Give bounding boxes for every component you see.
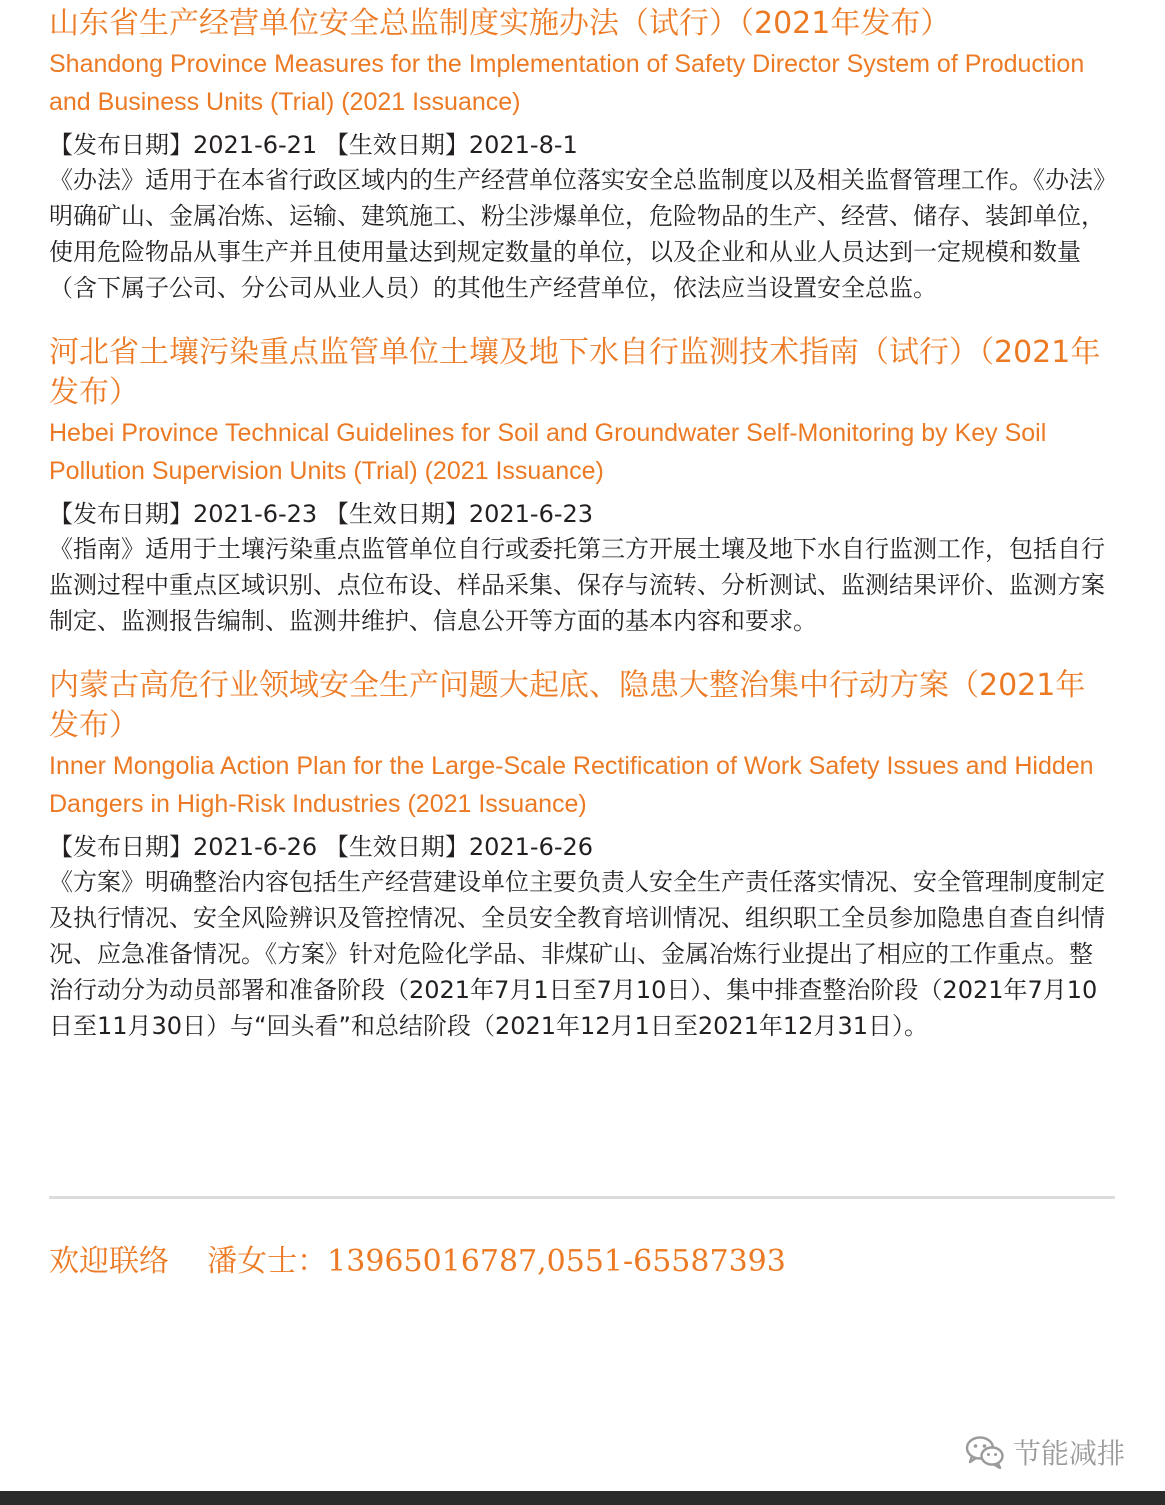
policy-list (49, 4, 1115, 1071)
contact-line (49, 1240, 786, 1284)
policy-dates: 【发布日期】2021-6-23 【生效日期】2021-6-23 (49, 500, 594, 528)
watermark-text: 节能减排 (1012, 1437, 1125, 1470)
contact-label: 欢迎联络 (49, 1244, 169, 1279)
policy-title-en: Hebei Province Technical Guidelines for Soil and Groundwater Self-Monitoring by Key Soil Pollution Supervision Units (Trial) (2021 Issuance) (49, 419, 1047, 485)
policy-title-zh: 河北省土壤污染重点监管单位土壤及地下水自行监测技术指南（试行）（2021年发布） (49, 335, 1101, 410)
policy-title-zh: 山东省生产经营单位安全总监制度实施办法（试行）（2021年发布） (49, 6, 951, 41)
policy-description: 《办法》适用于在本省行政区域内的生产经营单位落实安全总监制度以及相关监督管理工作。《办法》明确矿山、金属冶炼、运输、建筑施工、粉尘涉爆单位，危险物品的生产、经营、储存、装卸单位，使用危险物品从事生产并且使用量达到规定数量的单位，以及企业和从业人员达到一定规模和数量（含下属子公司、分公司从业人员）的其他生产经营单位，依法应当设置安全总监。 (49, 166, 1105, 302)
policy-title-zh: 内蒙古高危行业领域安全生产问题大起底、隐患大整治集中行动方案（2021年发布） (49, 668, 1086, 743)
contact-person: 潘女士： (207, 1244, 328, 1279)
policy-title-en: Shandong Province Measures for the Implementation of Safety Director System of Production and Business Units (Trial) (2021 Issuance) (49, 50, 1085, 116)
policy-description: 《指南》适用于土壤污染重点监管单位自行或委托第三方开展土壤及地下水自行监测工作，包括自行监测过程中重点区域识别、点位布设、样品采集、保存与流转、分析测试、监测结果评价、监测方案制定、监测报告编制、监测井维护、信息公开等方面的基本内容和要求。 (49, 535, 1105, 635)
wechat-watermark (965, 1432, 1125, 1472)
wechat-icon (965, 1435, 1005, 1469)
policy-entry-shandong (49, 4, 1115, 306)
contact-phones: 13965016787,0551-65587393 (327, 1244, 786, 1279)
bottom-bar (0, 1491, 1165, 1505)
policy-title-en: Inner Mongolia Action Plan for the Large-Scale Rectification of Work Safety Issues and Hidden Dangers in High-Risk Industries (2021 Issuance) (49, 752, 1094, 818)
policy-dates: 【发布日期】2021-6-21 【生效日期】2021-8-1 (49, 131, 578, 159)
section-divider (49, 1196, 1115, 1199)
policy-entry-hebei (49, 333, 1115, 639)
policy-dates: 【发布日期】2021-6-26 【生效日期】2021-6-26 (49, 833, 594, 861)
policy-description: 《方案》明确整治内容包括生产经营建设单位主要负责人安全生产责任落实情况、安全管理制度制定及执行情况、安全风险辨识及管控情况、全员安全教育培训情况、组织职工全员参加隐患自查自纠情况、应急准备情况。《方案》针对危险化学品、非煤矿山、金属冶炼行业提出了相应的工作重点。整治行动分为动员部署和准备阶段（2021年7月1日至7月10日）、集中排查整治阶段（2021年7月10日至11月30日）与“回头看”和总结阶段（2021年12月1日至2021年12月31日）。 (49, 868, 1105, 1040)
policy-entry-inner-mongolia (49, 666, 1115, 1044)
